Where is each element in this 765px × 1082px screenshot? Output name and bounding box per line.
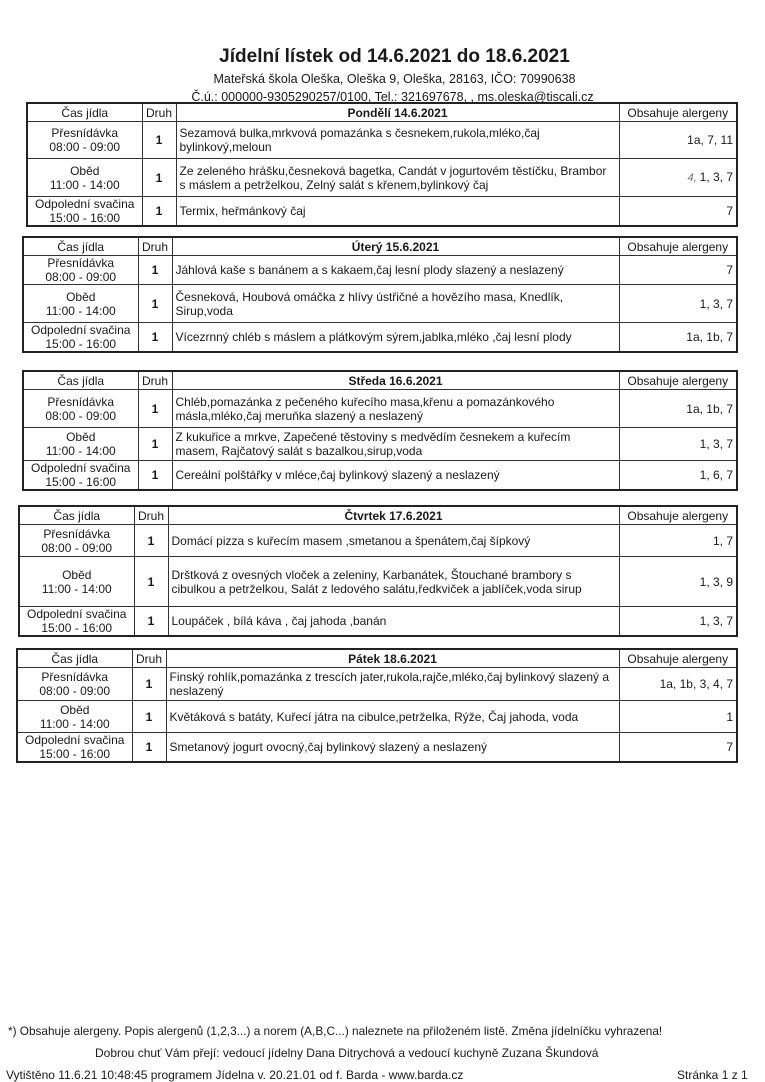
meal-row [19,607,737,637]
meal-allergens-cell [619,733,737,763]
meal-label: Přesnídávka [47,394,115,409]
meal-label: Přesnídávka [47,256,115,270]
meal-allergens-cell [619,525,737,557]
meal-label: Oběd [62,567,92,582]
meal-allergens: 1a, 1b, 7 [686,401,733,416]
table-header-row [19,506,737,525]
meal-druh: 1 [142,122,176,159]
meal-row [23,461,737,491]
meal-food: Ze zeleného hrášku,česneková bagetka, Candát v jogurtovém těstíčku, Brambor s máslem a petrželkou, Zelný salát s křenem,bylinkový čaj [176,159,619,197]
greeting: Dobrou chuť Vám přejí: vedoucí jídelny Dana Ditrychová a vedoucí kuchyně Zuzana Škundová [95,1046,599,1060]
col-header-time: Čas jídla [23,237,138,256]
day-menu-table [22,236,738,353]
meal-druh: 1 [138,428,172,461]
meal-allergens: 1, 3, 7 [699,296,733,311]
meal-label: Oběd [66,289,96,304]
col-header-allergens: Obsahuje alergeny [619,506,737,525]
meal-time: 11:00 - 14:00 [49,177,120,192]
day-menu-table [26,102,738,227]
meal-time: 11:00 - 14:00 [39,716,110,731]
meal-row [17,733,737,763]
meal-time-cell [23,428,138,461]
meal-allergens-cell [619,390,737,428]
meal-row [27,159,737,197]
meal-time: 11:00 - 14:00 [41,581,112,596]
col-header-druh: Druh [142,103,176,122]
meal-food: Domácí pizza s kuřecím masem ,smetanou a špenátem,čaj šípkový [168,525,619,557]
meal-time-cell [23,256,138,285]
day-menu-table [22,370,738,491]
meal-druh: 1 [138,256,172,285]
col-header-druh: Druh [134,506,168,525]
meal-allergens: 1a, 7, 11 [687,133,733,147]
meal-druh: 1 [132,668,166,701]
day-menu-table [16,648,738,763]
meal-druh: 1 [138,461,172,491]
meal-time-cell [27,159,142,197]
col-header-druh: Druh [132,649,166,668]
meal-food: Z kukuřice a mrkve, Zapečené těstoviny s medvědím česnekem a kuřecím masem, Rajčatový salát s bazalkou,sirup,voda [172,428,619,461]
meal-label: Oběd [66,430,96,444]
meal-row [23,285,737,323]
meal-druh: 1 [134,607,168,637]
meal-time-cell [19,525,134,557]
meal-allergens-cell [619,197,737,227]
meal-label: Odpolední svačina [31,323,131,337]
meal-allergens: 1, 3, 7 [699,170,733,184]
meal-druh: 1 [138,285,172,323]
meal-label: Oběd [60,702,90,717]
day-menu-table [18,505,738,637]
meal-druh: 1 [134,557,168,607]
col-header-allergens: Obsahuje alergeny [619,371,737,390]
school-address: Mateřská škola Oleška, Oleška 9, Oleška, 28163, IČO: 70990638 [213,72,576,86]
meal-allergens: 7 [726,740,733,754]
meal-allergens-cell [619,557,737,607]
meal-time: 15:00 - 16:00 [49,211,121,225]
meal-food: Termix, heřmánkový čaj [176,197,619,227]
meal-row [27,122,737,159]
meal-allergens-cell [619,668,737,701]
meal-allergens-cell [619,461,737,491]
meal-druh: 1 [142,197,176,227]
col-header-time: Čas jídla [23,371,138,390]
meal-allergens: 1a, 1b, 7 [686,330,733,344]
meal-time-cell [27,122,142,159]
handwritten-mark: 4, [687,172,697,184]
meal-allergens: 1a, 1b, 3, 4, 7 [659,677,733,691]
meal-food: Vícezrnný chléb s máslem a plátkovým sýrem,jablka,mléko ,čaj lesní plody [172,323,619,353]
meal-time-cell [17,701,132,733]
meal-row [27,197,737,227]
meal-allergens: 1, 3, 7 [699,614,733,628]
table-header-row [23,371,737,390]
col-header-time: Čas jídla [19,506,134,525]
meal-food: Loupáček , bílá káva , čaj jahoda ,banán [168,607,619,637]
meal-label: Odpolední svačina [25,733,125,747]
meal-time-cell [27,197,142,227]
meal-row [23,256,737,285]
meal-time: 08:00 - 09:00 [45,270,117,284]
meal-time: 11:00 - 14:00 [45,303,116,318]
meal-druh: 1 [134,525,168,557]
meal-row [17,701,737,733]
meal-allergens-cell [619,428,737,461]
col-header-allergens: Obsahuje alergeny [619,237,737,256]
meal-time: 08:00 - 09:00 [39,684,111,698]
meal-time: 15:00 - 16:00 [45,337,117,351]
meal-row [19,557,737,607]
meal-druh: 1 [132,701,166,733]
table-header-row [17,649,737,668]
meal-allergens-cell [619,122,737,159]
meal-food: Česneková, Houbová omáčka z hlívy ústřičné a hovězího masa, Knedlík, Sirup,voda [172,285,619,323]
day-header: Čtvrtek 17.6.2021 [168,506,619,525]
meal-food: Květáková s batáty, Kuřecí játra na cibulce,petrželka, Rýže, Čaj jahoda, voda [166,701,619,733]
meal-time-cell [23,323,138,353]
meal-label: Odpolední svačina [27,607,127,621]
meal-druh: 1 [138,390,172,428]
meal-time-cell [23,285,138,323]
meal-food: Chléb,pomazánka z pečeného kuřecího masa,křenu a pomazánkového másla,mléko,čaj meruňka slazený a neslazený [172,390,619,428]
col-header-druh: Druh [138,371,172,390]
meal-druh: 1 [138,323,172,353]
meal-allergens: 1 [726,709,733,724]
meal-label: Odpolední svačina [31,461,131,475]
meal-time-cell [17,733,132,763]
meal-label: Odpolední svačina [35,197,135,211]
table-header-row [23,237,737,256]
meal-time-cell [19,557,134,607]
meal-food: Jáhlová kaše s banánem a s kakaem,čaj lesní plody slazený a neslazený [172,256,619,285]
meal-time: 15:00 - 16:00 [41,621,113,635]
meal-time: 11:00 - 14:00 [45,444,116,458]
meal-row [17,668,737,701]
day-header: Středa 16.6.2021 [172,371,619,390]
meal-allergens-cell [619,159,737,197]
meal-allergens: 7 [726,204,733,218]
col-header-druh: Druh [138,237,172,256]
meal-allergens: 1, 3, 9 [699,574,733,589]
meal-allergens: 1, 6, 7 [699,468,733,482]
col-header-allergens: Obsahuje alergeny [619,649,737,668]
day-header: Pondělí 14.6.2021 [176,103,619,122]
meal-label: Oběd [70,163,100,178]
meal-druh: 1 [132,733,166,763]
meal-allergens: 1, 3, 7 [699,437,733,451]
meal-time-cell [19,607,134,637]
col-header-time: Čas jídla [27,103,142,122]
table-header-row [27,103,737,122]
meal-food: Finský rohlík,pomazánka z trescích jater,rukola,rajče,mléko,čaj bylinkový slazený a neslazený [166,668,619,701]
col-header-time: Čas jídla [17,649,132,668]
meal-label: Přesnídávka [51,126,119,140]
meal-row [23,390,737,428]
meal-time-cell [17,668,132,701]
meal-druh: 1 [142,159,176,197]
meal-food: Drštková z ovesných vloček a zeleniny, Karbanátek, Štouchané brambory s cibulkou a petrželkou, Salát z ledového salátu,ředkviček a jablíček,voda sirup [168,557,619,607]
meal-row [23,428,737,461]
print-info: Vytištěno 11.6.21 10:48:45 programem Jídelna v. 20.21.01 od f. Barda - www.barda.cz [6,1068,464,1082]
page-number: Stránka 1 z 1 [677,1068,748,1082]
meal-time: 15:00 - 16:00 [39,747,111,761]
page-title: Jídelní lístek od 14.6.2021 do 18.6.2021 [219,46,570,67]
meal-row [19,525,737,557]
meal-allergens: 1, 7 [712,533,733,548]
meal-time: 08:00 - 09:00 [41,540,113,555]
day-header: Pátek 18.6.2021 [166,649,619,668]
meal-time: 15:00 - 16:00 [45,475,117,489]
meal-food: Sezamová bulka,mrkvová pomazánka s česnekem,rukola,mléko,čaj bylinkový,meloun [176,122,619,159]
meal-allergens-cell [619,701,737,733]
school-contact: Č.ú.: 000000-9305290257/0100, Tel.: 321697678, , ms.oleska@tiscali.cz [191,90,594,104]
meal-allergens-cell [619,607,737,637]
meal-allergens-cell [619,323,737,353]
allergen-note: *) Obsahuje alergeny. Popis alergenů (1,2,3...) a norem (A,B,C...) naleznete na přiloženém listě. Změna jídelníčku vyhrazena! [8,1024,663,1038]
meal-time-cell [23,461,138,491]
meal-label: Přesnídávka [41,670,109,684]
day-header: Úterý 15.6.2021 [172,237,619,256]
meal-time-cell [23,390,138,428]
meal-allergens-cell [619,285,737,323]
meal-food: Cereální polštářky v mléce,čaj bylinkový slazený a neslazený [172,461,619,491]
meal-food: Smetanový jogurt ovocný,čaj bylinkový slazený a neslazený [166,733,619,763]
meal-time: 08:00 - 09:00 [49,140,121,154]
meal-row [23,323,737,353]
meal-time: 08:00 - 09:00 [45,408,117,423]
col-header-allergens: Obsahuje alergeny [619,103,737,122]
meal-allergens: 7 [726,263,733,277]
meal-allergens-cell [619,256,737,285]
meal-label: Přesnídávka [43,526,111,541]
